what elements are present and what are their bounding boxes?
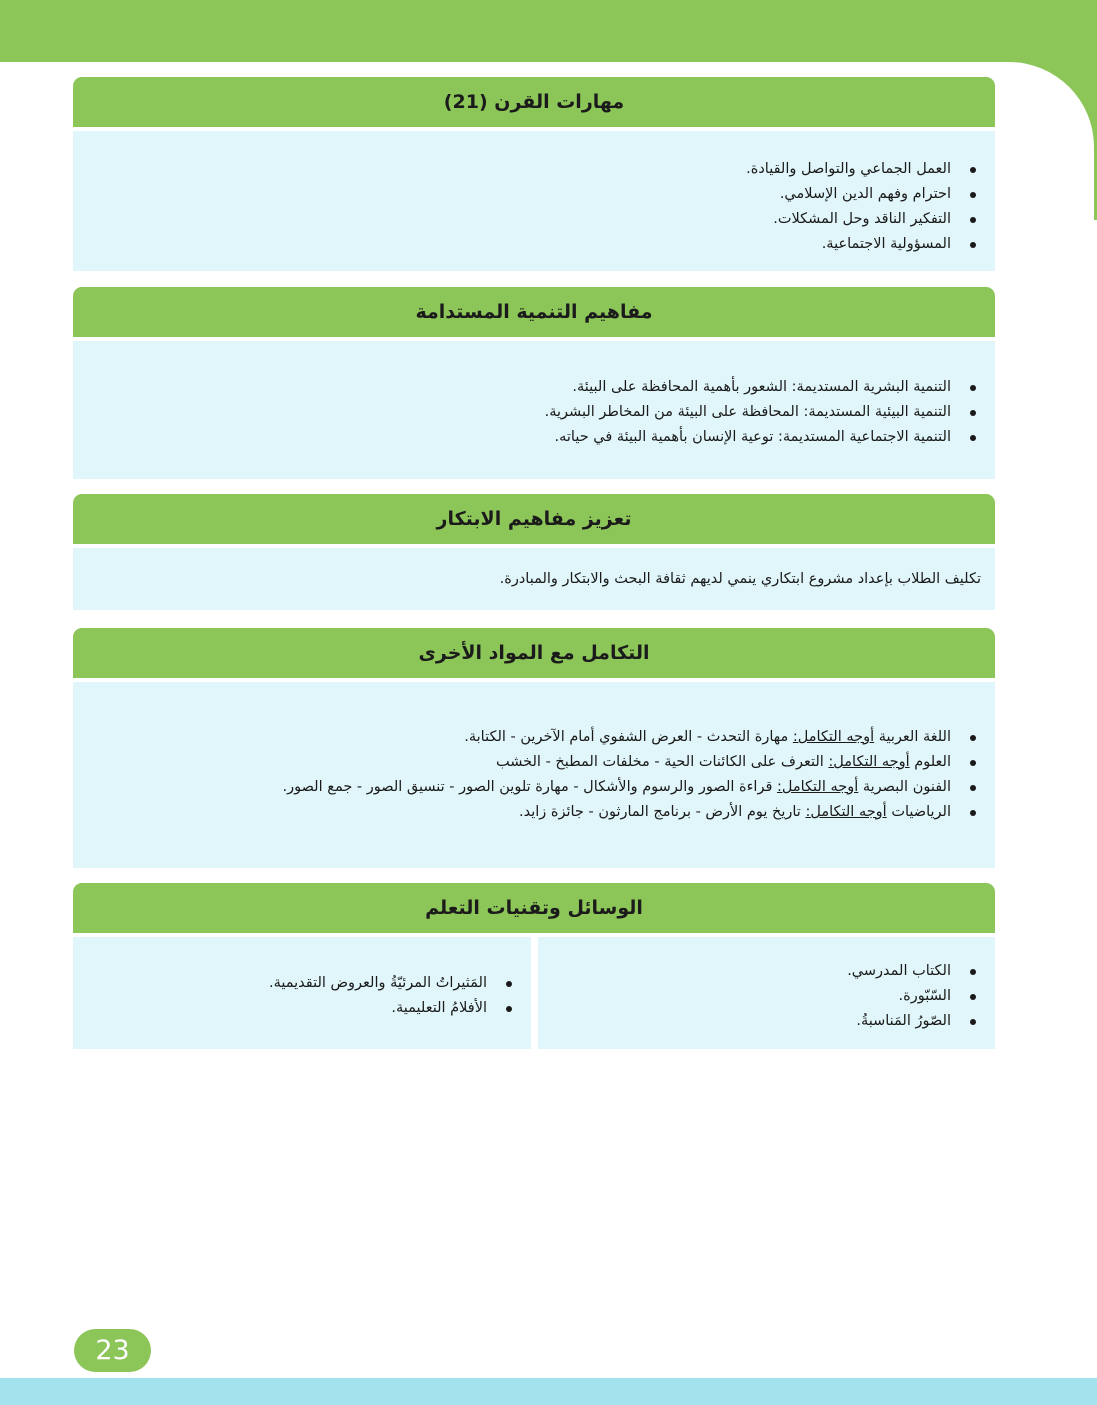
integration-label: أوجه التكامل: <box>828 754 910 770</box>
subject-name: اللغة العربية <box>878 729 951 745</box>
list-item <box>73 750 951 775</box>
list-item: احترام وفهم الدين الإسلامي. <box>73 182 951 207</box>
list-item: العمل الجماعي والتواصل والقيادة. <box>73 157 951 182</box>
list-item <box>73 775 951 800</box>
skills-header: مهارات القرن (21) <box>73 77 995 127</box>
skills-section <box>73 77 995 271</box>
list-item: السّبّورة. <box>538 984 951 1009</box>
list-item: الصّورُ المَناسبةُ. <box>538 1009 951 1034</box>
skills-panel <box>73 131 995 271</box>
list-item: التفكير الناقد وحل المشكلات. <box>73 207 951 232</box>
skills-list <box>73 157 995 257</box>
integration-label: أوجه التكامل: <box>777 779 859 795</box>
sustainability-section <box>73 287 995 479</box>
list-item <box>73 800 951 825</box>
list-item: المَثيراتُ المرئيّةُ والعروض التقديمية. <box>73 971 487 996</box>
list-item: الكتاب المدرسي. <box>538 959 951 984</box>
integration-section <box>73 628 995 868</box>
innovation-panel <box>73 548 995 610</box>
list-item: المسؤولية الاجتماعية. <box>73 232 951 257</box>
page-number: 23 <box>74 1329 151 1372</box>
tools-right-column <box>538 937 995 1049</box>
subject-name: العلوم <box>914 754 951 770</box>
list-item <box>73 725 951 750</box>
tools-right-list <box>538 959 995 1034</box>
tools-header: الوسائل وتقنيات التعلم <box>73 883 995 933</box>
tools-left-list <box>73 971 531 1021</box>
integration-list <box>73 725 995 825</box>
integration-panel <box>73 682 995 868</box>
subject-name: الفنون البصرية <box>862 779 951 795</box>
tools-section <box>73 883 995 1049</box>
integration-detail: قراءة الصور والرسوم والأشكال - مهارة تلوين الصور - تنسيق الصور - جمع الصور. <box>282 779 773 795</box>
integration-label: أوجه التكامل: <box>805 804 887 820</box>
sustainability-panel <box>73 341 995 479</box>
innovation-header: تعزيز مفاهيم الابتكار <box>73 494 995 544</box>
list-item: التنمية البيئية المستديمة: المحافظة على البيئة من المخاطر البشرية. <box>73 400 951 425</box>
integration-detail: التعرف على الكائنات الحية - مخلفات المطبخ - الخشب <box>495 754 824 770</box>
integration-header: التكامل مع المواد الأخرى <box>73 628 995 678</box>
sustainability-list <box>73 375 995 450</box>
innovation-text: تكليف الطلاب بإعداد مشروع ابتكاري ينمي لديهم ثقافة البحث والابتكار والمبادرة. <box>499 571 981 587</box>
bottom-decorative-band <box>0 1378 1097 1405</box>
tools-left-column <box>73 937 531 1049</box>
subject-name: الرياضيات <box>891 804 951 820</box>
integration-label: أوجه التكامل: <box>792 729 875 745</box>
integration-detail: تاريخ يوم الأرض - برنامج المارثون - جائزة زايد. <box>518 804 801 820</box>
tools-columns <box>73 937 995 1049</box>
list-item: التنمية الاجتماعية المستديمة: توعية الإنسان بأهمية البيئة في حياته. <box>73 425 951 450</box>
list-item: الأفلامُ التعليمية. <box>73 996 487 1021</box>
list-item: التنمية البشرية المستديمة: الشعور بأهمية المحافظة على البيئة. <box>73 375 951 400</box>
sustainability-header: مفاهيم التنمية المستدامة <box>73 287 995 337</box>
integration-detail: مهارة التحدث - العرض الشفوي أمام الآخرين - الكتابة. <box>464 729 789 745</box>
innovation-section <box>73 494 995 610</box>
